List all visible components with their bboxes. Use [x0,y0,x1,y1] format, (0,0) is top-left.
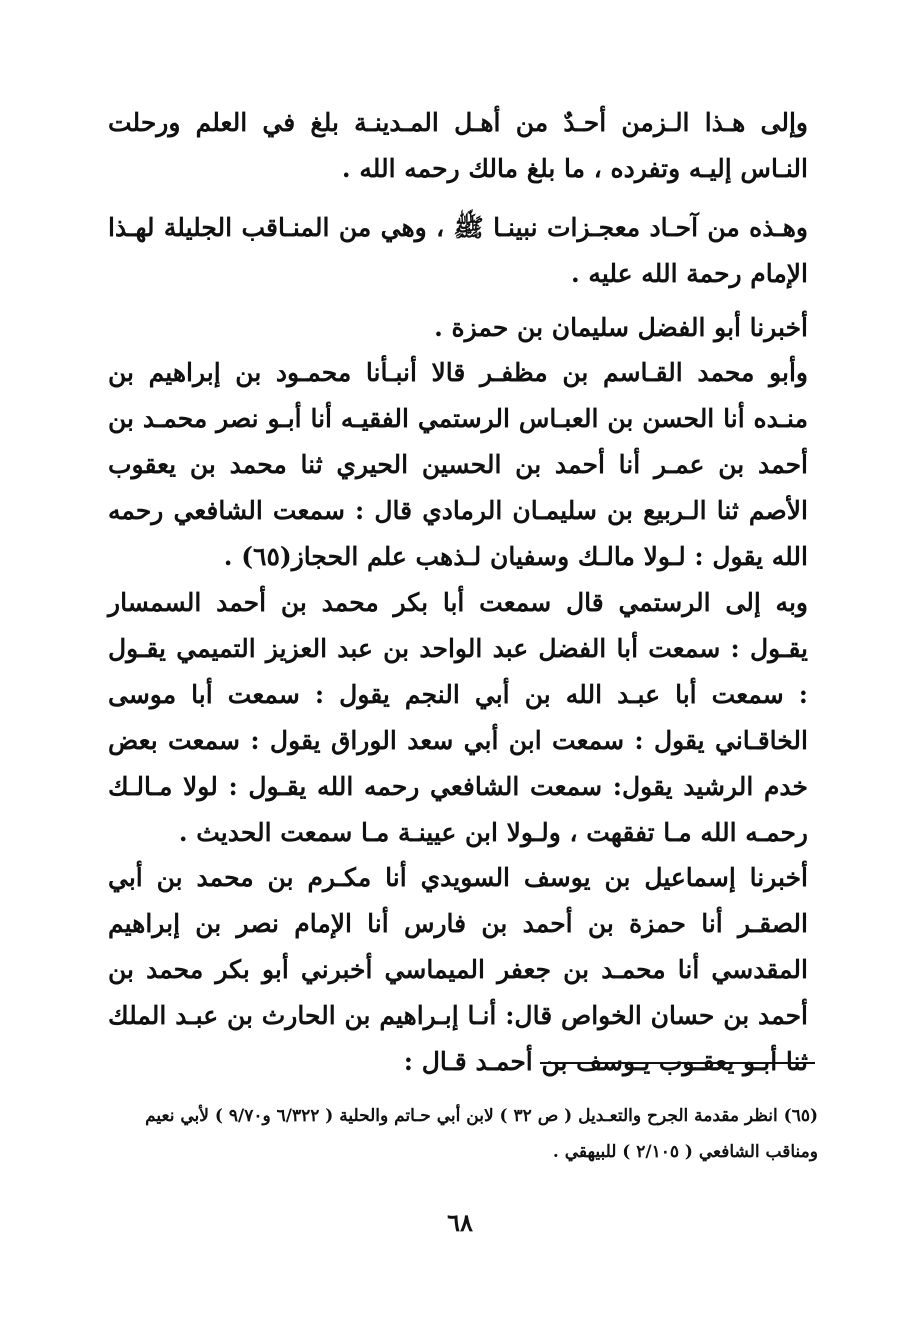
paragraph-4: وأبو محمد القـاسم بن مظفـر قالا أنبـأنا محمـود بن إبراهيم بن منـده أنا الحسن بن العبـاس الرستمي الفقيـه أنا أبـو نصر محمـد بن أحمد بن عمـر أنا أحمد بن الحسين الحيري ثنا محمد بن يعقوب الأصم ثنا الـربيع بن سليمـان الرمادي قال : سمعت الشافعي رحمه الله يقول : لـولا مالـك وسفيان لـذهب علم الحجاز(٦٥) . [108,358,808,571]
paragraph-5: وبه إلى الرستمي قال سمعت أبا بكر محمد بن أحمد السمسار يقـول : سمعت أبا الفضل عبد الواحد بن عبد العزيز التميمي يقـول : سمعت أبا عبـد الله بن أبي النجم يقول : سمعت أبا موسى الخاقـاني يقول : سمعت ابن أبي سعد الوراق يقول : سمعت بعض خدم الرشيد يقول: سمعت الشافعي رحمه الله يقـول : لولا مـالـك رحمـه الله مـا تفقهت ، ولـولا ابن عيينـة مـا سمعت الحديث . [108,588,808,847]
paragraph-2: وهـذه من آحـاد معجـزات نبينـا ﷺ ، وهي من المنـاقب الجليلة لهـذا الإمام رحمة الله عليه . [108,213,808,288]
page-number: ٦٨ [447,1208,473,1237]
footnote-divider [540,1062,815,1064]
paragraph-6: أخبرنا إسماعيل بن يوسف السويدي أنا مكـرم بن محمد بن أبي الصقـر أنا حمزة بن أحمد بن فارس أنا الإمام نصر بن إبراهيم المقدسي أنا محمـد بن جعفر الميماسي أخبرني أبو بكر محمد بن أحمد بن حسان الخواص قال: أنـا إبـراهيم بن الحارث بن عبـد الملك ثنا أبـو يعقـوب يـوسف بن أحمـد قـال : [108,863,808,1076]
footnote: (٦٥) انظر مقدمة الجرح والتعـديل ( ص ٣٢ ) لابن أبي حـاتم والحلية ( ٦/٣٢٢ و٩/٧٠ ) لأبي نعيم ومناقب الشافعي ( ٢/١٠٥ ) للبيهقي . [145,1106,818,1162]
paragraph-3: أخبرنا أبو الفضل سليمان بن حمزة . [434,313,808,342]
paragraph-1: وإلى هـذا الـزمن أحـدٌ من أهـل المـدينـة بلغ في العلم ورحلت النـاس إليـه وتفرده ، ما بلغ مالك رحمه الله . [108,108,808,183]
